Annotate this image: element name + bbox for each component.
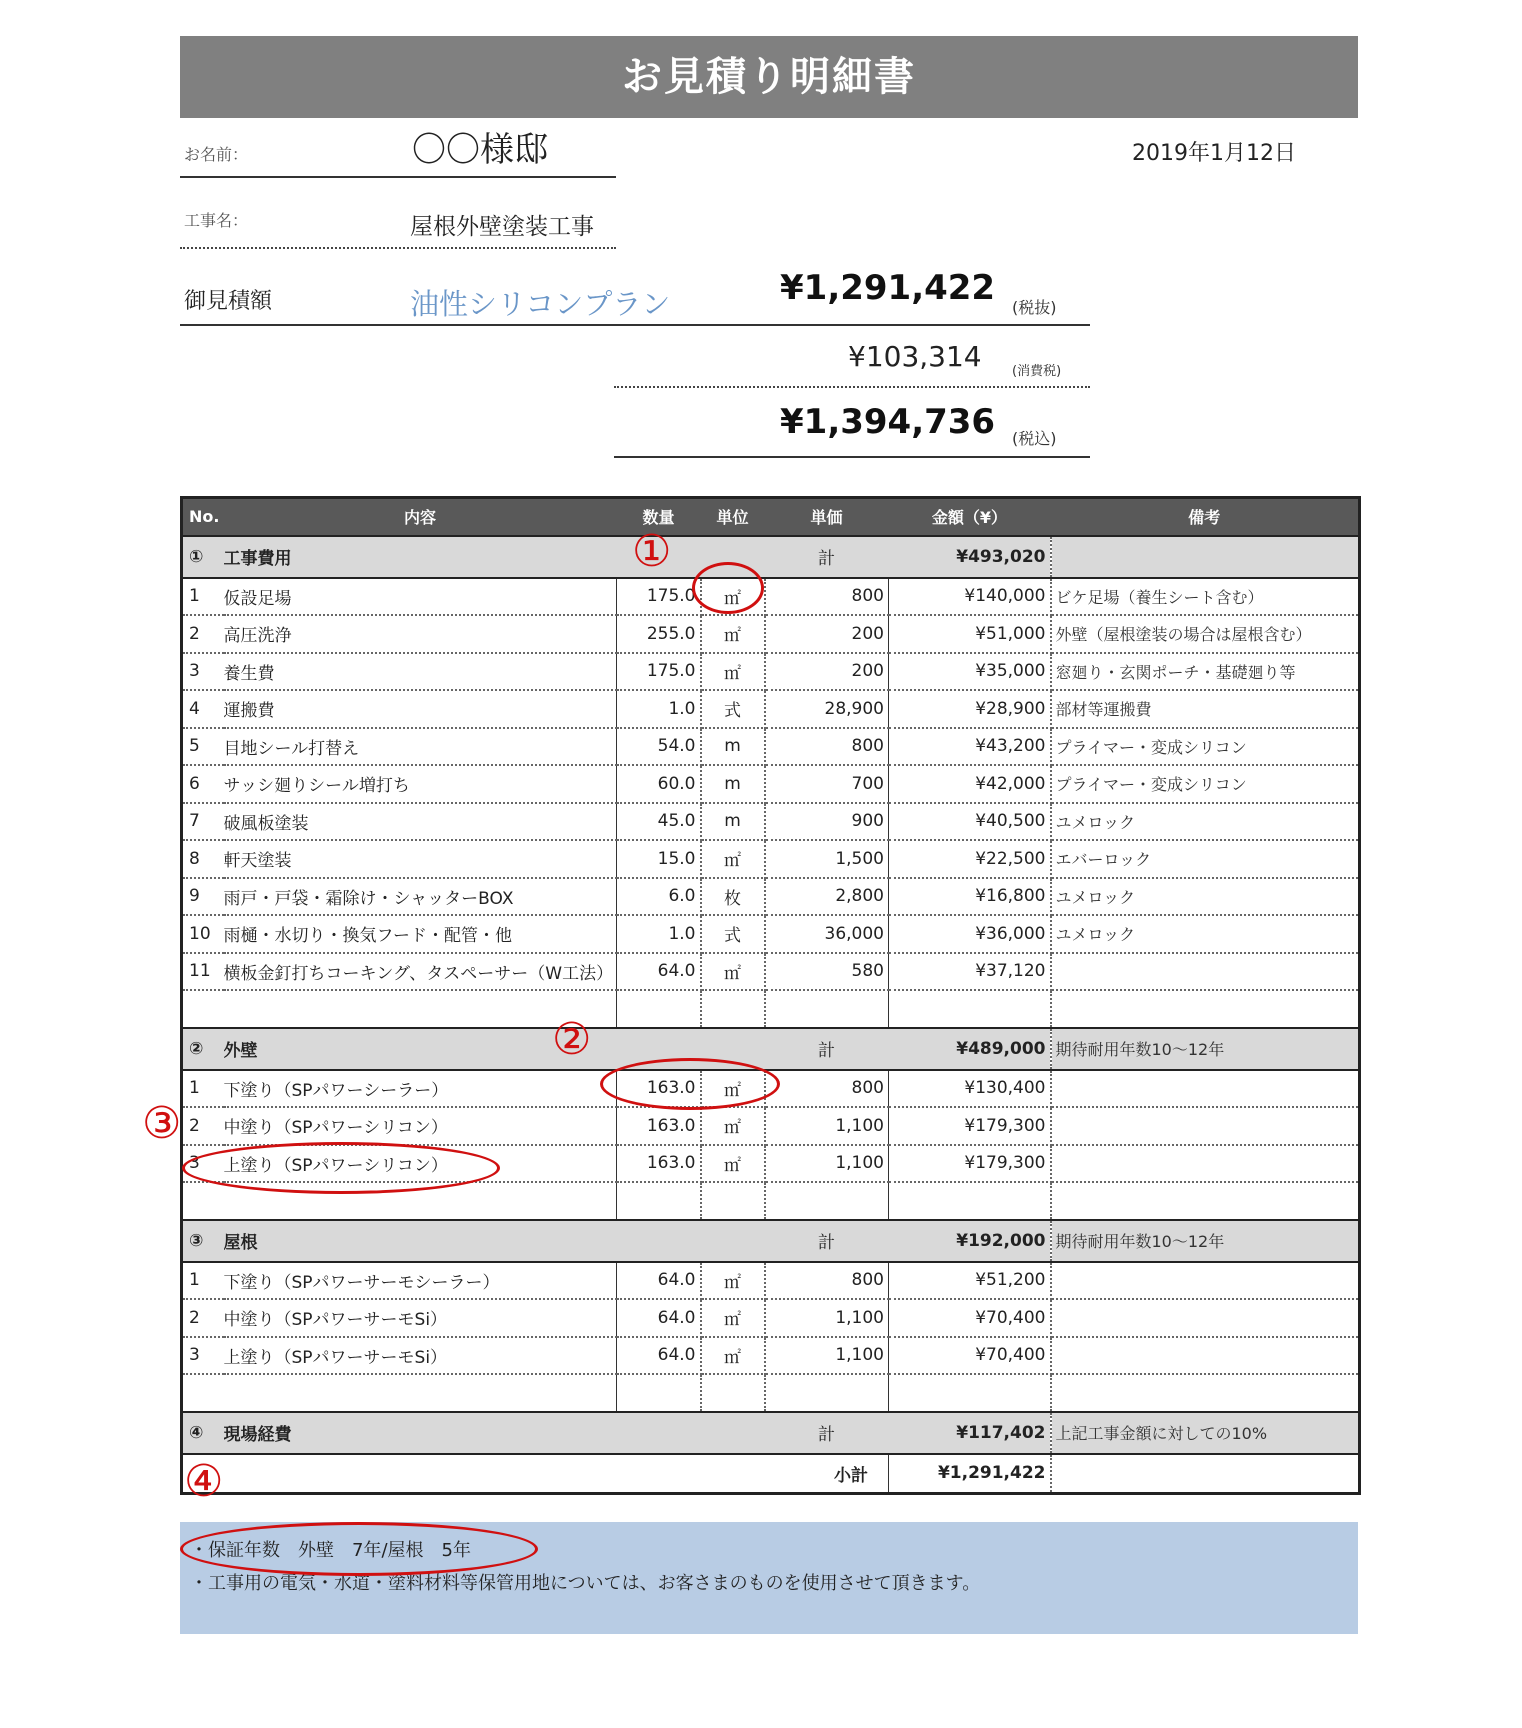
item-unit-price: 800 bbox=[765, 728, 889, 766]
item-amount: ¥35,000 bbox=[889, 653, 1051, 691]
item-unit: ㎡ bbox=[701, 615, 765, 653]
item-note: ユメロック bbox=[1051, 915, 1360, 953]
item-content: 横板金釘打ちコーキング、タスペーサー（W工法） bbox=[224, 953, 617, 991]
blank-cell bbox=[182, 1182, 224, 1220]
work-label: 工事名： bbox=[184, 211, 249, 230]
annotation-marker-2: ② bbox=[552, 1014, 592, 1065]
item-qty: 255.0 bbox=[617, 615, 701, 653]
item-no: 5 bbox=[182, 728, 224, 766]
item-unit: ㎡ bbox=[701, 1262, 765, 1300]
table-row bbox=[182, 915, 1360, 953]
price-incl-tax: ¥1,394,736 bbox=[780, 402, 996, 442]
table-row bbox=[182, 803, 1360, 841]
price-excl-tax: ¥1,291,422 bbox=[780, 268, 996, 308]
customer-name: 〇〇様邸 bbox=[412, 130, 548, 170]
item-unit-price: 200 bbox=[765, 615, 889, 653]
item-content: 下塗り（SPパワーサーモシーラー） bbox=[224, 1262, 617, 1300]
item-unit: ㎡ bbox=[701, 578, 765, 616]
item-qty: 1.0 bbox=[617, 690, 701, 728]
item-unit: ㎡ bbox=[701, 1337, 765, 1375]
item-qty: 64.0 bbox=[617, 1299, 701, 1337]
item-note bbox=[1051, 1337, 1360, 1375]
section-spacer bbox=[617, 1412, 701, 1454]
item-qty: 54.0 bbox=[617, 728, 701, 766]
item-qty: 15.0 bbox=[617, 840, 701, 878]
document-title: お見積り明細書 bbox=[180, 36, 1358, 118]
section-no: ① bbox=[182, 536, 224, 578]
item-no: 1 bbox=[182, 1262, 224, 1300]
tax-underline bbox=[614, 386, 1090, 388]
tax-note: (消費税) bbox=[1012, 364, 1062, 379]
estimate-date: 2019年1月12日 bbox=[1132, 141, 1296, 166]
annotation-ellipse-topcoat bbox=[182, 1142, 500, 1194]
table-row bbox=[182, 1299, 1360, 1337]
item-unit-price: 800 bbox=[765, 1070, 889, 1108]
item-note bbox=[1051, 953, 1360, 991]
item-amount: ¥51,000 bbox=[889, 615, 1051, 653]
item-unit-price: 1,100 bbox=[765, 1299, 889, 1337]
table-row bbox=[182, 765, 1360, 803]
item-qty: 175.0 bbox=[617, 578, 701, 616]
subtotal-label: 小計 bbox=[182, 1454, 889, 1494]
note-warranty: ・保証年数 外壁 7年/屋根 5年 bbox=[190, 1540, 471, 1561]
section-name: 屋根 bbox=[224, 1220, 617, 1262]
item-no: 1 bbox=[182, 1070, 224, 1108]
item-unit: ㎡ bbox=[701, 653, 765, 691]
item-unit-price: 1,100 bbox=[765, 1107, 889, 1145]
section-total: ¥117,402 bbox=[889, 1412, 1051, 1454]
item-note: ユメロック bbox=[1051, 878, 1360, 916]
item-content: 仮設足場 bbox=[224, 578, 617, 616]
item-unit-price: 900 bbox=[765, 803, 889, 841]
item-unit: 式 bbox=[701, 915, 765, 953]
item-no: 2 bbox=[182, 1299, 224, 1337]
item-qty: 64.0 bbox=[617, 1337, 701, 1375]
header-qty: 数量 bbox=[617, 498, 701, 536]
item-no: 3 bbox=[182, 1145, 224, 1183]
item-amount: ¥43,200 bbox=[889, 728, 1051, 766]
item-no: 6 bbox=[182, 765, 224, 803]
section-note: 期待耐用年数10～12年 bbox=[1051, 1028, 1360, 1070]
item-unit: ㎡ bbox=[701, 840, 765, 878]
blank-cell bbox=[182, 990, 224, 1028]
annotation-marker-3: ③ bbox=[142, 1098, 182, 1149]
blank-row bbox=[182, 1374, 1360, 1412]
item-unit-price: 580 bbox=[765, 953, 889, 991]
item-qty: 1.0 bbox=[617, 915, 701, 953]
subtotal-row bbox=[182, 1454, 1360, 1494]
item-note: 外壁（屋根塗装の場合は屋根含む） bbox=[1051, 615, 1360, 653]
section-spacer bbox=[701, 1412, 765, 1454]
item-qty: 64.0 bbox=[617, 953, 701, 991]
plan-name: 油性シリコンプラン bbox=[410, 287, 671, 321]
item-amount: ¥28,900 bbox=[889, 690, 1051, 728]
item-unit: ㎡ bbox=[701, 1145, 765, 1183]
item-content: 養生費 bbox=[224, 653, 617, 691]
table-row bbox=[182, 615, 1360, 653]
blank-cell bbox=[889, 990, 1051, 1028]
item-content: 目地シール打替え bbox=[224, 728, 617, 766]
item-content: 破風板塗装 bbox=[224, 803, 617, 841]
item-content: 雨樋・水切り・換気フード・配管・他 bbox=[224, 915, 617, 953]
blank-cell bbox=[617, 1374, 701, 1412]
item-unit: 枚 bbox=[701, 878, 765, 916]
section-row bbox=[182, 1028, 1360, 1070]
item-unit-price: 700 bbox=[765, 765, 889, 803]
header-content: 内容 bbox=[224, 498, 617, 536]
item-amount: ¥70,400 bbox=[889, 1337, 1051, 1375]
table-row bbox=[182, 953, 1360, 991]
annotation-marker-1: ① bbox=[632, 526, 672, 577]
item-content: 下塗り（SPパワーシーラー） bbox=[224, 1070, 617, 1108]
table-row bbox=[182, 653, 1360, 691]
table-row bbox=[182, 1107, 1360, 1145]
section-spacer bbox=[617, 1220, 701, 1262]
header-no: No. bbox=[182, 498, 224, 536]
name-label: お名前： bbox=[184, 145, 249, 164]
header-amount: 金額（¥） bbox=[889, 498, 1051, 536]
item-unit-price: 1,100 bbox=[765, 1337, 889, 1375]
price-excl-note: (税抜) bbox=[1012, 298, 1057, 317]
item-no: 8 bbox=[182, 840, 224, 878]
table-row bbox=[182, 1337, 1360, 1375]
estimate-label: 御見積額 bbox=[184, 289, 273, 314]
item-unit: m bbox=[701, 728, 765, 766]
section-name: 外壁 bbox=[224, 1028, 617, 1070]
item-no: 9 bbox=[182, 878, 224, 916]
item-unit-price: 28,900 bbox=[765, 690, 889, 728]
item-unit-price: 800 bbox=[765, 578, 889, 616]
section-spacer bbox=[701, 1220, 765, 1262]
item-amount: ¥22,500 bbox=[889, 840, 1051, 878]
table-header-row bbox=[182, 498, 1360, 536]
annotation-ellipse-warranty bbox=[180, 1522, 538, 1576]
item-note: プライマー・変成シリコン bbox=[1051, 728, 1360, 766]
header-unit-price: 単価 bbox=[765, 498, 889, 536]
item-note bbox=[1051, 1299, 1360, 1337]
item-unit: ㎡ bbox=[701, 953, 765, 991]
section-no: ④ bbox=[182, 1412, 224, 1454]
item-no: 4 bbox=[182, 690, 224, 728]
item-content: 高圧洗浄 bbox=[224, 615, 617, 653]
section-note: 上記工事金額に対しての10% bbox=[1051, 1412, 1360, 1454]
item-qty: 60.0 bbox=[617, 765, 701, 803]
blank-cell bbox=[1051, 1182, 1360, 1220]
estimate-underline bbox=[180, 324, 1090, 326]
item-unit-price: 2,800 bbox=[765, 878, 889, 916]
section-name: 現場経費 bbox=[224, 1412, 617, 1454]
section-name: 工事費用 bbox=[224, 536, 617, 578]
item-no: 2 bbox=[182, 615, 224, 653]
subtotal-note bbox=[1051, 1454, 1360, 1494]
blank-cell bbox=[182, 1374, 224, 1412]
annotation-ellipse-qty bbox=[600, 1058, 780, 1110]
section-total: ¥489,000 bbox=[889, 1028, 1051, 1070]
item-note: ユメロック bbox=[1051, 803, 1360, 841]
item-qty: 163.0 bbox=[617, 1070, 701, 1108]
item-note: エバーロック bbox=[1051, 840, 1360, 878]
item-amount: ¥140,000 bbox=[889, 578, 1051, 616]
item-note bbox=[1051, 1107, 1360, 1145]
annotation-marker-4: ④ bbox=[184, 1456, 224, 1507]
item-no: 7 bbox=[182, 803, 224, 841]
section-row bbox=[182, 536, 1360, 578]
section-no: ③ bbox=[182, 1220, 224, 1262]
item-note: 窓廻り・玄関ポーチ・基礎廻り等 bbox=[1051, 653, 1360, 691]
blank-cell bbox=[1051, 1374, 1360, 1412]
section-total-label: 計 bbox=[765, 1028, 889, 1070]
item-note bbox=[1051, 1145, 1360, 1183]
table-row bbox=[182, 690, 1360, 728]
item-qty: 64.0 bbox=[617, 1262, 701, 1300]
item-unit: m bbox=[701, 803, 765, 841]
item-no: 2 bbox=[182, 1107, 224, 1145]
blank-row bbox=[182, 990, 1360, 1028]
item-amount: ¥36,000 bbox=[889, 915, 1051, 953]
blank-cell bbox=[765, 1182, 889, 1220]
item-unit-price: 1,500 bbox=[765, 840, 889, 878]
item-content: 雨戸・戸袋・霜除け・シャッターBOX bbox=[224, 878, 617, 916]
tax-amount: ¥103,314 bbox=[848, 340, 982, 373]
item-qty: 163.0 bbox=[617, 1107, 701, 1145]
table-row bbox=[182, 728, 1360, 766]
estimate-table bbox=[180, 496, 1361, 1495]
note-utilities: ・工事用の電気・水道・塗料材料等保管用地については、お客さまのものを使用させて頂きます。 bbox=[190, 1573, 981, 1594]
blank-cell bbox=[617, 1182, 701, 1220]
item-amount: ¥42,000 bbox=[889, 765, 1051, 803]
item-amount: ¥16,800 bbox=[889, 878, 1051, 916]
item-qty: 6.0 bbox=[617, 878, 701, 916]
item-qty: 45.0 bbox=[617, 803, 701, 841]
item-unit-price: 800 bbox=[765, 1262, 889, 1300]
section-total: ¥192,000 bbox=[889, 1220, 1051, 1262]
blank-cell bbox=[765, 1374, 889, 1412]
work-name: 屋根外壁塗装工事 bbox=[410, 214, 594, 240]
item-unit: m bbox=[701, 765, 765, 803]
item-content: 中塗り（SPパワーサーモSi） bbox=[224, 1299, 617, 1337]
item-note bbox=[1051, 1070, 1360, 1108]
section-note: 期待耐用年数10～12年 bbox=[1051, 1220, 1360, 1262]
item-amount: ¥70,400 bbox=[889, 1299, 1051, 1337]
blank-cell bbox=[1051, 990, 1360, 1028]
blank-cell bbox=[701, 990, 765, 1028]
item-note: プライマー・変成シリコン bbox=[1051, 765, 1360, 803]
section-total-label: 計 bbox=[765, 1412, 889, 1454]
blank-cell bbox=[889, 1182, 1051, 1220]
item-unit-price: 200 bbox=[765, 653, 889, 691]
item-content: 上塗り（SPパワーシリコン） bbox=[224, 1145, 617, 1183]
subtotal-amount: ¥1,291,422 bbox=[889, 1454, 1051, 1494]
item-unit: ㎡ bbox=[701, 1299, 765, 1337]
item-content: 運搬費 bbox=[224, 690, 617, 728]
blank-cell bbox=[701, 1182, 765, 1220]
item-no: 1 bbox=[182, 578, 224, 616]
item-amount: ¥179,300 bbox=[889, 1107, 1051, 1145]
item-note: 部材等運搬費 bbox=[1051, 690, 1360, 728]
item-no: 10 bbox=[182, 915, 224, 953]
item-unit-price: 36,000 bbox=[765, 915, 889, 953]
table-row bbox=[182, 578, 1360, 616]
item-content: 軒天塗装 bbox=[224, 840, 617, 878]
blank-cell bbox=[224, 1374, 617, 1412]
table-row bbox=[182, 878, 1360, 916]
blank-cell bbox=[701, 1374, 765, 1412]
table-row bbox=[182, 840, 1360, 878]
item-amount: ¥51,200 bbox=[889, 1262, 1051, 1300]
item-amount: ¥37,120 bbox=[889, 953, 1051, 991]
item-content: 上塗り（SPパワーサーモSi） bbox=[224, 1337, 617, 1375]
item-note bbox=[1051, 1262, 1360, 1300]
item-unit-price: 1,100 bbox=[765, 1145, 889, 1183]
item-content: サッシ廻りシール増打ち bbox=[224, 765, 617, 803]
item-amount: ¥179,300 bbox=[889, 1145, 1051, 1183]
item-unit: 式 bbox=[701, 690, 765, 728]
item-qty: 163.0 bbox=[617, 1145, 701, 1183]
item-no: 3 bbox=[182, 1337, 224, 1375]
item-amount: ¥130,400 bbox=[889, 1070, 1051, 1108]
section-row bbox=[182, 1220, 1360, 1262]
work-underline bbox=[180, 247, 616, 249]
blank-cell bbox=[617, 990, 701, 1028]
total-underline bbox=[614, 456, 1090, 458]
header-unit: 単位 bbox=[701, 498, 765, 536]
item-unit: ㎡ bbox=[701, 1070, 765, 1108]
section-total-label: 計 bbox=[765, 536, 889, 578]
header-note: 備考 bbox=[1051, 498, 1360, 536]
table-row bbox=[182, 1262, 1360, 1300]
price-incl-note: (税込) bbox=[1012, 429, 1057, 448]
item-note: ビケ足場（養生シート含む） bbox=[1051, 578, 1360, 616]
item-content: 中塗り（SPパワーシリコン） bbox=[224, 1107, 617, 1145]
section-row bbox=[182, 1412, 1360, 1454]
section-note bbox=[1051, 536, 1360, 578]
annotation-ellipse-unit bbox=[692, 562, 764, 614]
item-qty: 175.0 bbox=[617, 653, 701, 691]
section-no: ② bbox=[182, 1028, 224, 1070]
blank-cell bbox=[765, 990, 889, 1028]
section-total-label: 計 bbox=[765, 1220, 889, 1262]
item-no: 3 bbox=[182, 653, 224, 691]
blank-cell bbox=[889, 1374, 1051, 1412]
name-underline bbox=[180, 176, 616, 178]
item-amount: ¥40,500 bbox=[889, 803, 1051, 841]
item-no: 11 bbox=[182, 953, 224, 991]
section-total: ¥493,020 bbox=[889, 536, 1051, 578]
item-unit: ㎡ bbox=[701, 1107, 765, 1145]
